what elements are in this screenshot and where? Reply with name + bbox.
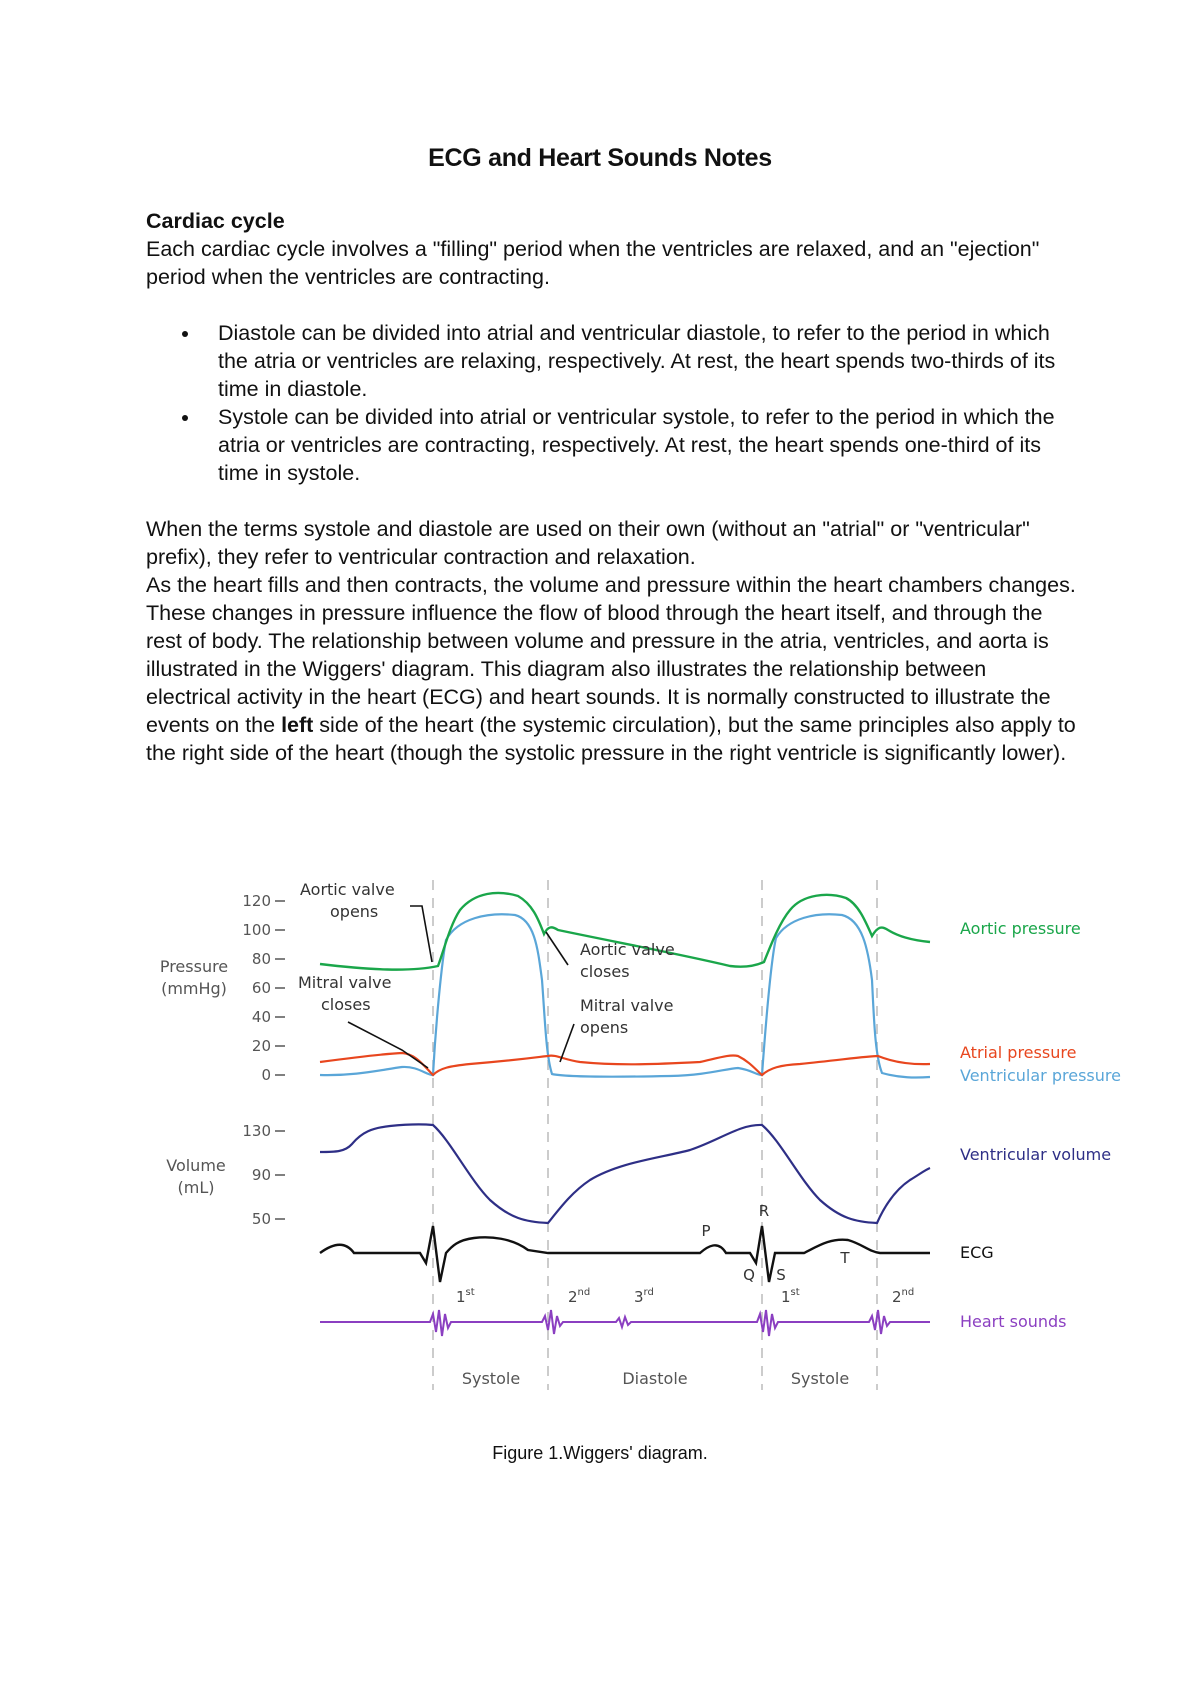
ecg-p-label: P xyxy=(701,1222,711,1240)
pressure-tick: 80 xyxy=(251,950,271,968)
pressure-axis xyxy=(160,892,271,1084)
legend-heart-sounds: Heart sounds xyxy=(960,1312,1067,1331)
heart-sounds-trace xyxy=(320,1310,930,1336)
volume-tick: 90 xyxy=(251,1166,271,1184)
volume-tick-marks xyxy=(275,1131,285,1219)
emphasis-left: left xyxy=(281,713,314,737)
leader-line xyxy=(560,1024,574,1062)
intro-paragraph: Each cardiac cycle involves a "filling" period when the ventricles are relaxed, and an "ejection" period when the ventricles are contracting. xyxy=(146,237,1040,289)
leader-line xyxy=(348,1022,428,1068)
pressure-tick-marks xyxy=(275,901,285,1075)
pressure-tick: 100 xyxy=(242,921,271,939)
annotation-aortic-opens: opens xyxy=(330,902,379,921)
pressure-tick: 60 xyxy=(251,979,271,997)
pressure-axis-unit: (mmHg) xyxy=(161,979,227,998)
legend-atrial-pressure: Atrial pressure xyxy=(960,1043,1077,1062)
phase-labels xyxy=(462,1369,849,1388)
annotation-aortic-closes: Aortic valve xyxy=(580,940,675,959)
phase-diastole: Diastole xyxy=(622,1369,688,1388)
ecg-t-label: T xyxy=(840,1249,850,1267)
bullet-text: Systole can be divided into atrial or ventricular systole, to refer to the period in which the atria or ventricles are contracting, respectively. At rest, the heart spends one-third of its time in systole. xyxy=(218,405,1055,485)
volume-tick: 130 xyxy=(242,1122,271,1140)
sound-label-first: 1st xyxy=(456,1287,475,1306)
annotation-mitral-opens: Mitral valve xyxy=(580,996,674,1015)
section-heading: Cardiac cycle xyxy=(146,209,285,233)
legend xyxy=(960,919,1121,1331)
sound-label-first: 1st xyxy=(781,1287,800,1306)
ecg-q-label: Q xyxy=(743,1266,755,1284)
legend-ecg: ECG xyxy=(960,1243,994,1262)
annotation-mitral-closes: Mitral valve xyxy=(298,973,392,992)
figure-caption: Figure 1.Wiggers' diagram. xyxy=(492,1443,708,1463)
volume-tick: 50 xyxy=(251,1210,271,1228)
valve-annotations xyxy=(298,880,675,1037)
volume-axis xyxy=(166,1122,271,1228)
bullet-icon xyxy=(182,415,188,421)
bullet-text: Diastole can be divided into atrial and ventricular diastole, to refer to the period in which the atria or ventricles are relaxing, respectively. At rest, the heart spends two-thirds of its time in diastole. xyxy=(218,321,1056,401)
legend-ventricular-pressure: Ventricular pressure xyxy=(960,1066,1121,1085)
annotation-aortic-closes: closes xyxy=(580,962,630,981)
annotation-aortic-opens: Aortic valve xyxy=(300,880,395,899)
list-item xyxy=(146,403,1076,487)
legend-aortic-pressure: Aortic pressure xyxy=(960,919,1081,938)
annotation-mitral-closes: closes xyxy=(321,995,371,1014)
paragraph-terms: When the terms systole and diastole are used on their own (without an "atrial" or "ventricular" prefix), they refer to ventricular contraction and relaxation. xyxy=(146,517,1030,569)
phase-systole: Systole xyxy=(461,1369,521,1388)
paragraph-text: As the heart fills and then contracts, the volume and pressure within the heart chambers changes. These changes in pressure influence the flow of blood through the heart itself, and through the rest of body. The relationship between volume and pressure in the atria, ventricles, and aorta is illustrated in the Wiggers' diagram. This diagram also illustrates the relationship between electrical activity in the heart (ECG) and heart sounds. It is normally constructed to illustrate the events on the xyxy=(146,573,1076,737)
legend-ventricular-volume: Ventricular volume xyxy=(960,1145,1112,1164)
ventricular-volume-curve xyxy=(320,1124,930,1223)
sound-label-second: 2nd xyxy=(892,1287,915,1306)
leader-line xyxy=(410,906,432,962)
annotation-mitral-opens: opens xyxy=(580,1018,629,1037)
leader-line xyxy=(546,932,568,965)
ecg-trace xyxy=(320,1226,930,1282)
pressure-tick: 120 xyxy=(242,892,271,910)
sound-label-third: 3rd xyxy=(634,1287,654,1306)
heart-sound-labels xyxy=(456,1287,914,1306)
paragraph-wiggers xyxy=(146,571,1076,767)
pressure-tick: 20 xyxy=(251,1037,271,1055)
volume-axis-unit: (mL) xyxy=(177,1178,215,1197)
volume-axis-label: Volume xyxy=(166,1156,226,1175)
pressure-tick: 0 xyxy=(261,1066,271,1084)
phase-systole: Systole xyxy=(790,1369,850,1388)
ecg-r-label: R xyxy=(758,1202,770,1220)
pressure-axis-label: Pressure xyxy=(159,957,229,976)
sound-label-second: 2nd xyxy=(568,1287,591,1306)
list-item xyxy=(146,319,1076,403)
bullet-icon xyxy=(182,331,188,337)
paragraph-text: side of the heart (the systemic circulation), but the same principles also apply to the right side of the heart (though the systolic pressure in the right ventricle is significantly lower). xyxy=(146,713,1076,765)
bullet-list xyxy=(146,319,1076,487)
pressure-tick: 40 xyxy=(251,1008,271,1026)
ecg-s-label: S xyxy=(776,1266,786,1284)
page-title: ECG and Heart Sounds Notes xyxy=(428,144,772,172)
wiggers-diagram xyxy=(140,870,1160,1430)
